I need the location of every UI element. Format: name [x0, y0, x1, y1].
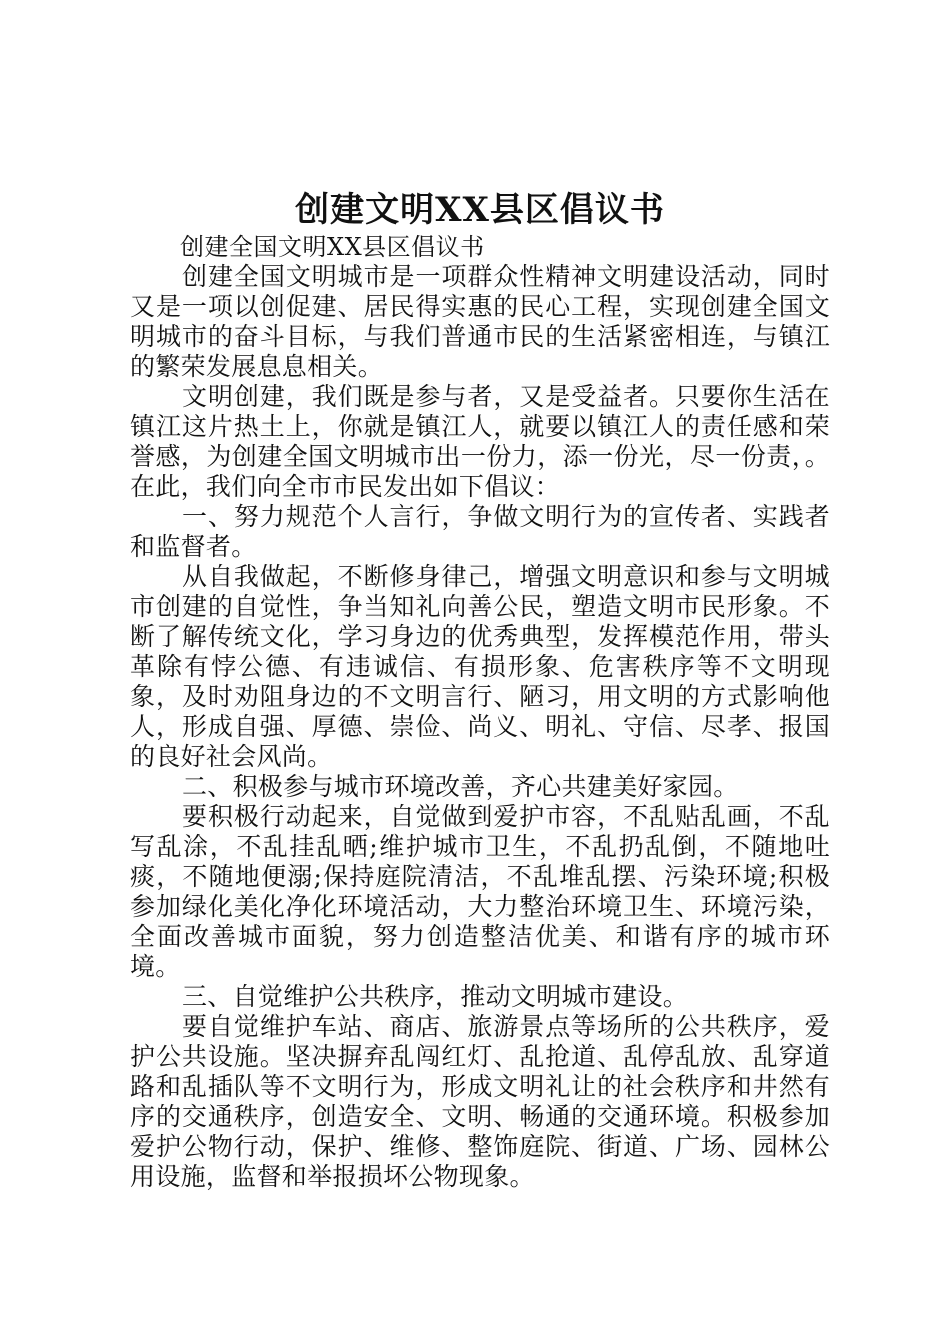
paragraph-participation: 文明创建，我们既是参与者，又是受益者。只要你生活在镇江这片热土上，你就是镇江人，就要以镇江人的责任感和荣誉感，为创建全国文明城市出一份力，添一份光，尽一份责，。在此，我们向全市市民发出如下倡议： [130, 382, 830, 501]
paragraph-intro: 创建全国文明城市是一项群众性精神文明建设活动，同时又是一项以创促建、居民得实惠的民心工程，实现创建全国文明城市的奋斗目标，与我们普通市民的生活紧密相连，与镇江的繁荣发展息息相关。 [130, 262, 830, 381]
section-heading-3: 三、自觉维护公共秩序，推动文明城市建设。 [182, 982, 689, 1011]
paragraph-conduct: 从自我做起，不断修身律己，增强文明意识和参与文明城市创建的自觉性，争当知礼向善公民，塑造文明市民形象。不断了解传统文化，学习身边的优秀典型，发挥模范作用，带头革除有悖公德、有违诚信、有损形象、危害秩序等不文明现象，及时劝阻身边的不文明言行、陋习，用文明的方式影响他人，形成自强、厚德、崇俭、尚义、明礼、守信、尽孝、报国的良好社会风尚。 [130, 562, 830, 771]
document-subtitle: 创建全国文明XX县区倡议书 [180, 233, 485, 261]
document-title: 创建文明XX县区倡议书 [295, 190, 665, 230]
document-page [130, 188, 830, 1192]
paragraph-public-order: 要自觉维护车站、商店、旅游景点等场所的公共秩序，爱护公共设施。坚决摒弃乱闯红灯、乱抢道、乱停乱放、乱穿道路和乱插队等不文明行为，形成文明礼让的社会秩序和井然有序的交通秩序，创造安全、文明、畅通的交通环境。积极参加爱护公物行动，保护、维修、整饰庭院、街道、广场、园林公用设施，监督和举报损坏公物现象。 [130, 1012, 830, 1191]
section-heading-1: 一、努力规范个人言行，争做文明行为的宣传者、实践者和监督者。 [130, 502, 830, 561]
section-heading-2: 二、积极参与城市环境改善，齐心共建美好家园。 [182, 772, 739, 801]
paragraph-environment: 要积极行动起来，自觉做到爱护市容，不乱贴乱画，不乱写乱涂，不乱挂乱晒;维护城市卫生，不乱扔乱倒，不随地吐痰，不随地便溺;保持庭院清洁，不乱堆乱摆、污染环境;积极参加绿化美化净化环境活动，大力整治环境卫生、环境污染，全面改善城市面貌，努力创造整洁优美、和谐有序的城市环境。 [130, 802, 830, 981]
